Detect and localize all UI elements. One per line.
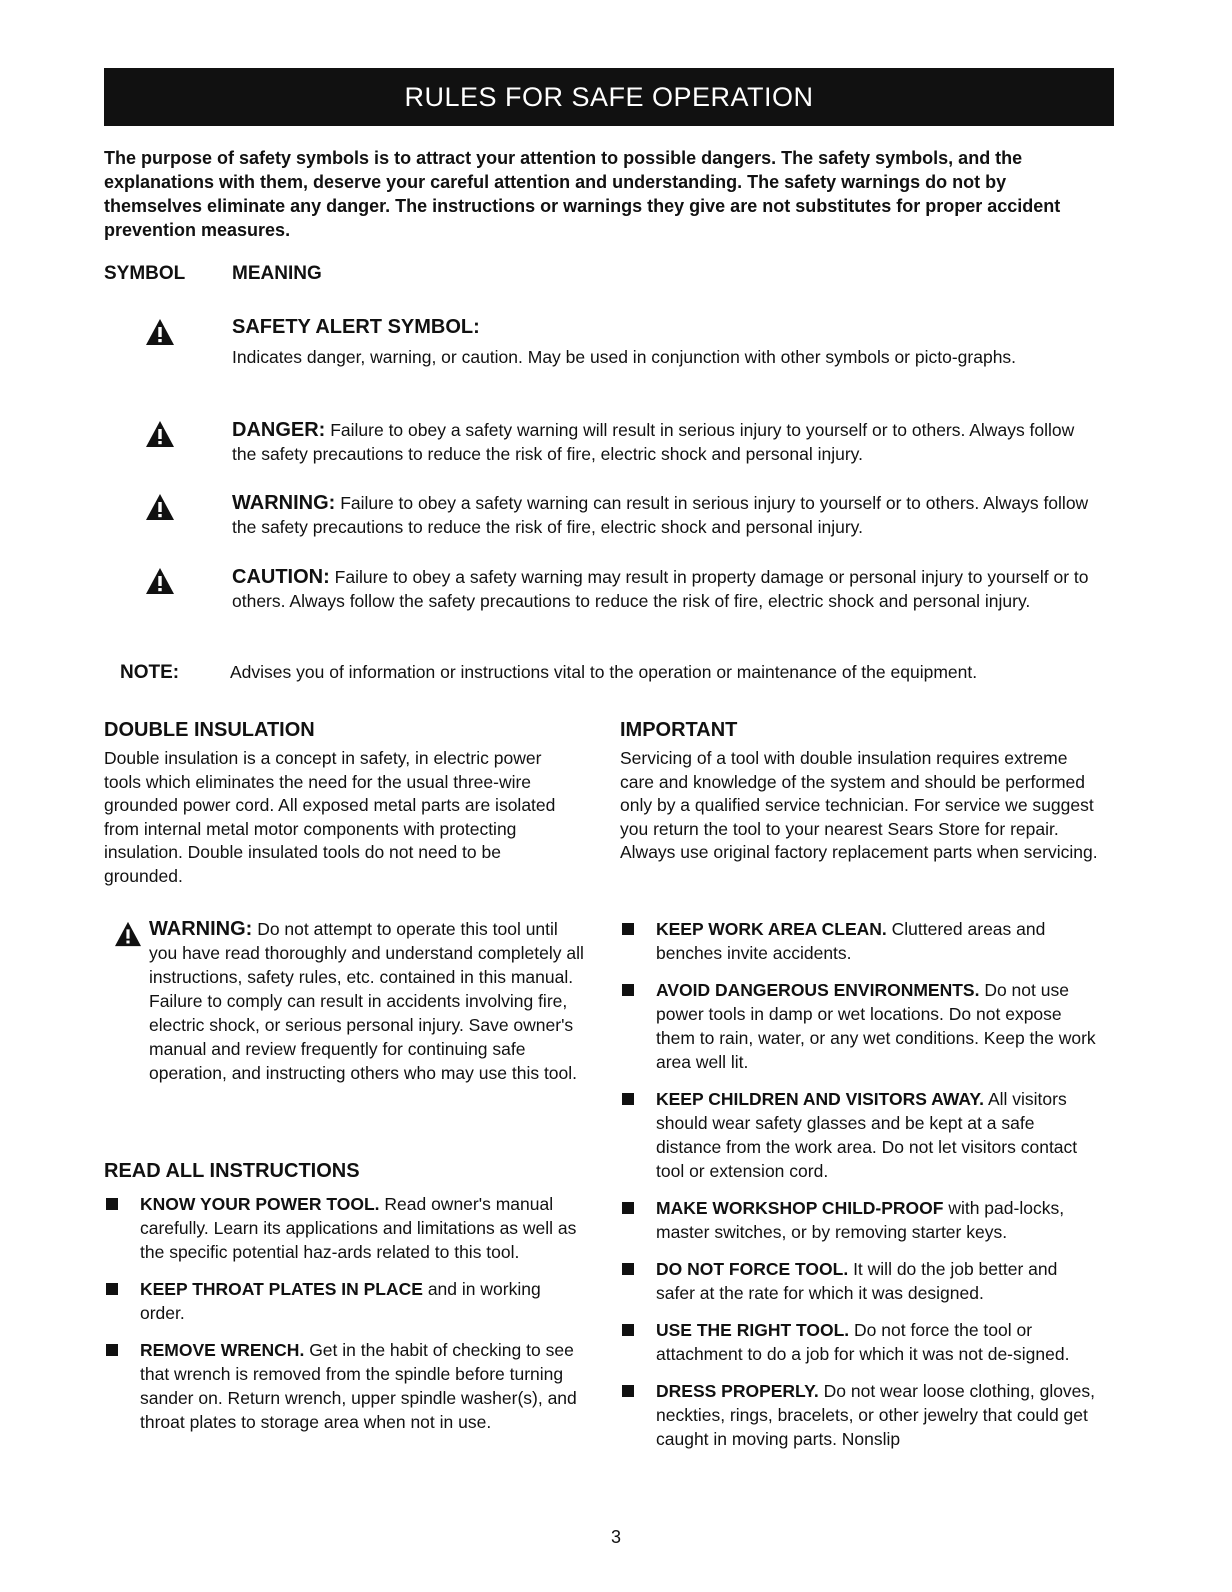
rule-title: KEEP THROAT PLATES IN PLACE	[140, 1279, 423, 1299]
rule-title: KEEP CHILDREN AND VISITORS AWAY.	[656, 1089, 985, 1109]
rule-text: Read owner's manual carefully. Learn its applications and limitations as well as the specific potential haz-ards related to this tool.	[140, 1194, 577, 1262]
caution-alert-icon	[145, 567, 175, 595]
rule-text: Do not wear loose clothing, gloves, neckties, rings, bracelets, or other jewelry that could get caught in moving parts. Nonslip	[656, 1381, 1096, 1449]
bullet-square-icon	[622, 1385, 634, 1397]
double-insulation-title: DOUBLE INSULATION	[104, 719, 315, 741]
rule-text: All visitors should wear safety glasses and be kept at a safe distance from the work area. Do not let visitors contact tool or extension cord.	[656, 1089, 1078, 1181]
rule-title: MAKE WORKSHOP CHILD-PROOF	[656, 1198, 944, 1218]
rule-title: DRESS PROPERLY.	[656, 1381, 819, 1401]
note-text: Advises you of information or instructions vital to the operation or maintenance of the equipment.	[230, 662, 978, 682]
warning-row	[232, 491, 1092, 539]
list-item	[620, 1087, 1100, 1183]
safety-alert-text: Indicates danger, warning, or caution. May be used in conjunction with other symbols or picto-graphs.	[232, 347, 1017, 367]
safety-alert-title: SAFETY ALERT SYMBOL:	[232, 316, 480, 338]
bullet-square-icon	[106, 1198, 118, 1210]
list-item	[620, 1379, 1100, 1451]
list-item	[620, 917, 1100, 965]
bullet-square-icon	[622, 984, 634, 996]
bullet-square-icon	[106, 1344, 118, 1356]
important-text: Servicing of a tool with double insulation requires extreme care and knowledge of the system and should be performed only by a qualified service technician. For service we suggest you return the tool to your nearest Sears Store for repair. Always use original factory replacement parts when servicing.	[620, 748, 1098, 862]
rule-text: Get in the habit of checking to see that wrench is removed from the spindle before turning sander on. Return wrench, upper spindle washer(s), and throat plates to storage area when not in use.	[140, 1340, 577, 1432]
read-all-title: READ ALL INSTRUCTIONS	[104, 1160, 360, 1182]
safety-alert-icon	[145, 318, 175, 346]
read-all-section	[104, 1158, 584, 1447]
list-item	[620, 1257, 1100, 1305]
double-insulation-text: Double insulation is a concept in safety, in electric power tools which eliminates the need for the usual three-wire grounded power cord. All exposed metal parts are isolated from internal metal motor components with protecting insulation. Double insulated tools do not need to be grounded.	[104, 748, 556, 886]
caution-label: CAUTION:	[232, 566, 330, 588]
rule-text: Cluttered areas and benches invite accidents.	[656, 919, 1046, 963]
meaning-column-header: MEANING	[232, 263, 322, 284]
rule-text: and in working order.	[140, 1279, 541, 1323]
warning-box-label: WARNING:	[149, 918, 253, 940]
rule-title: KNOW YOUR POWER TOOL.	[140, 1194, 380, 1214]
right-rules-section	[620, 917, 1100, 1464]
warning-box-text: Do not attempt to operate this tool until you have read thoroughly and understand completely all instructions, safety rules, etc. contained in this manual. Failure to comply can result in accidents involving fire, electric shock, or serious personal injury. Save owner's manual and review frequently for continuing safe operation, and instructing others who may use this tool.	[149, 919, 584, 1083]
rule-text: with pad-locks, master switches, or by removing starter keys.	[656, 1198, 1065, 1242]
list-item	[104, 1192, 584, 1264]
bullet-square-icon	[622, 1093, 634, 1105]
caution-text: Failure to obey a safety warning may result in property damage or personal injury to yourself or to others. Always follow the safety precautions to reduce the risk of fire, electric shock and personal injury.	[232, 567, 1089, 611]
double-insulation-section	[104, 717, 574, 888]
note-label: NOTE:	[120, 662, 180, 683]
warning-label: WARNING:	[232, 492, 336, 514]
bullet-square-icon	[622, 1202, 634, 1214]
danger-text: Failure to obey a safety warning will result in serious injury to yourself or to others. Always follow the safety precautions to reduce the risk of fire, electric shock and personal injury.	[232, 420, 1075, 464]
danger-label: DANGER:	[232, 419, 326, 441]
warning-text: Failure to obey a safety warning can result in serious injury to yourself or to others. Always follow the safety precautions to reduce the risk of fire, electric shock and personal injury.	[232, 493, 1089, 537]
rule-text: It will do the job better and safer at the rate for which it was designed.	[656, 1259, 1058, 1303]
bullet-square-icon	[622, 1324, 634, 1336]
warning-alert-icon	[145, 493, 175, 521]
warning-box-alert-icon	[114, 921, 142, 947]
rule-title: DO NOT FORCE TOOL.	[656, 1259, 849, 1279]
list-item	[620, 1196, 1100, 1244]
list-item	[620, 1318, 1100, 1366]
bullet-square-icon	[622, 923, 634, 935]
rule-text: Do not force the tool or attachment to do a job for which it was not de-signed.	[656, 1320, 1070, 1364]
warning-box-content	[149, 917, 584, 1085]
intro-paragraph: The purpose of safety symbols is to attract your attention to possible dangers. The safety symbols, and the explanations with them, deserve your careful attention and understanding. The safety warnings do not by themselves eliminate any danger. The instructions or warnings they give are not substitutes for proper accident prevention measures.	[104, 148, 1061, 240]
right-rules-list	[620, 917, 1100, 1451]
list-item	[104, 1277, 584, 1325]
rule-title: AVOID DANGEROUS ENVIRONMENTS.	[656, 980, 980, 1000]
bullet-square-icon	[106, 1283, 118, 1295]
read-all-list	[104, 1192, 584, 1434]
important-title: IMPORTANT	[620, 719, 738, 741]
warning-box	[104, 917, 584, 1085]
rule-title: REMOVE WRENCH.	[140, 1340, 305, 1360]
list-item	[104, 1338, 584, 1434]
danger-alert-icon	[145, 420, 175, 448]
bullet-square-icon	[622, 1263, 634, 1275]
symbol-column-header: SYMBOL	[104, 263, 186, 284]
rule-title: KEEP WORK AREA CLEAN.	[656, 919, 887, 939]
rule-title: USE THE RIGHT TOOL.	[656, 1320, 850, 1340]
list-item	[620, 978, 1100, 1074]
danger-row	[232, 418, 1092, 466]
important-section	[620, 717, 1100, 865]
caution-row	[232, 565, 1092, 613]
page-number: 3	[610, 1527, 621, 1547]
page-banner-title: RULES FOR SAFE OPERATION	[104, 68, 1114, 126]
rule-text: Do not use power tools in damp or wet locations. Do not expose them to rain, water, or any wet conditions. Keep the work area well lit.	[656, 980, 1096, 1072]
